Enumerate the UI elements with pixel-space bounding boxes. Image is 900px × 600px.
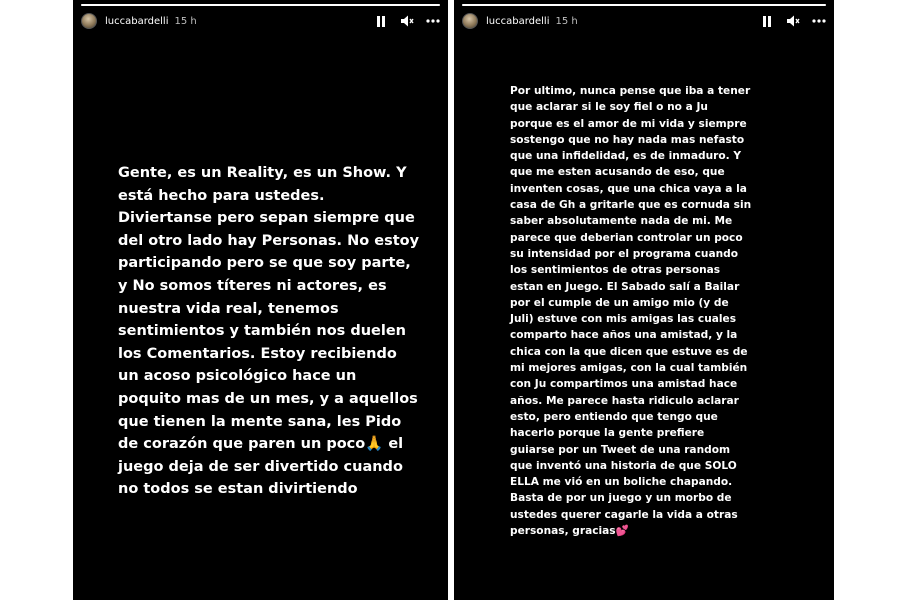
story-controls	[760, 14, 826, 28]
story-text-line: Gente, es un Reality, es un Show. Y	[118, 165, 407, 181]
story-text-line: que aclarar si le soy fiel o no a Ju	[510, 101, 708, 114]
story-text-line: hacerlo porque la gente prefiere	[510, 427, 705, 440]
story-text-line: estan en Juego. El Sabado salí a Bailar	[510, 280, 740, 293]
story-text-line: que una infidelidad, es de inmaduro. Y	[510, 150, 742, 163]
story-text-line: ELLA me vió en un boliche chapando.	[510, 476, 733, 489]
praying-hands-emoji: 🙏	[365, 436, 384, 453]
story-text	[510, 83, 832, 539]
story-text-line: los Comentarios. Estoy recibiendo	[118, 345, 397, 362]
story-text-line: con Ju compartimos una amistad hace	[510, 378, 738, 391]
story-text-line: años. Me parece hasta ridiculo aclarar	[510, 394, 739, 407]
story-text-line: sentimientos y también nos duelen	[118, 323, 407, 340]
story-text-line: comparto hace años una amistad, y la	[510, 329, 738, 342]
story-text-line	[510, 523, 832, 539]
story-text-line: no todos se estan divirtiendo	[118, 481, 358, 498]
avatar[interactable]	[81, 13, 97, 29]
story-text-line: poquito mas de un mes, y a aquellos	[118, 390, 418, 407]
story-text-line: los sentimientos de otras personas	[510, 264, 721, 277]
story-text-line: saber absolutamente nada de mi. Me	[510, 215, 733, 228]
story-text-line: porque es el amor de mi vida y siempre	[510, 117, 747, 130]
story-text-segment: personas, gracias	[510, 525, 616, 538]
story-text-line: inventen cosas, que una chica vaya a la	[510, 182, 747, 195]
username[interactable]: luccabardelli	[105, 15, 169, 27]
story-panel-right[interactable]	[454, 0, 834, 600]
story-text-line: un acoso psicológico hace un	[118, 368, 357, 385]
story-text-line: que me esten acusando de eso, que	[510, 166, 725, 179]
story-text-line: Juli) estuve con mis amigas las cuales	[510, 313, 737, 326]
story-text-line: esto, pero entiendo que tengo que	[510, 410, 718, 423]
story-header	[462, 10, 826, 32]
timestamp: 15 h	[174, 15, 197, 27]
story-controls	[374, 14, 440, 28]
story-text-line: casa de Gh a gritarle que es cornuda sin	[510, 199, 752, 212]
two-hearts-emoji: 💕	[615, 525, 629, 538]
story-text-segment: el	[383, 436, 404, 453]
username[interactable]: luccabardelli	[486, 15, 550, 27]
story-text-line: Diviertanse pero sepan siempre que	[118, 210, 415, 227]
story-text-line: guiarse por un Tweet de una random	[510, 443, 731, 456]
story-text-line: Por ultimo, nunca pense que iba a tener	[510, 85, 751, 97]
story-header	[81, 10, 440, 32]
story-text	[118, 162, 438, 501]
more-options-icon[interactable]	[812, 14, 826, 28]
story-text-line	[118, 433, 438, 456]
avatar[interactable]	[462, 13, 478, 29]
story-progress-fill	[81, 4, 440, 6]
story-text-line: ustedes querer cagarle la vida a otras	[510, 508, 738, 521]
story-text-line: mi mejores amigas, con la cual también	[510, 362, 748, 375]
story-text-segment: de corazón que paren un poco	[118, 436, 366, 453]
story-text-line: parece que deberian controlar un poco	[510, 231, 743, 244]
story-progress-fill	[462, 4, 826, 6]
pause-icon[interactable]	[760, 14, 774, 28]
story-progress-bar	[462, 4, 826, 6]
story-text-line: sostengo que no hay nada mas nefasto	[510, 133, 745, 146]
story-text-line: nuestra vida real, tenemos	[118, 300, 339, 317]
story-text-line: Basta de por un juego y un morbo de	[510, 492, 732, 505]
timestamp: 15 h	[555, 15, 578, 27]
story-text-line: por el cumple de un amigo mio (y de	[510, 296, 729, 309]
more-options-icon[interactable]	[426, 14, 440, 28]
story-text-line: participando pero se que soy parte,	[118, 255, 411, 272]
story-text-line: y No somos títeres ni actores, es	[118, 277, 387, 294]
story-text-line: juego deja de ser divertido cuando	[118, 458, 403, 475]
story-text-line: está hecho para ustedes.	[118, 187, 325, 204]
story-text-line: que tienen la mente sana, les Pido	[118, 413, 402, 430]
story-text-line: chica con la que dicen que estuve es de	[510, 345, 748, 358]
story-progress-bar	[81, 4, 440, 6]
story-text-line: su intensidad por el programa cuando	[510, 247, 739, 260]
pause-icon[interactable]	[374, 14, 388, 28]
story-panel-left[interactable]	[73, 0, 448, 600]
story-text-line: que inventó una historia de que SOLO	[510, 459, 737, 472]
muted-speaker-icon[interactable]	[786, 14, 800, 28]
muted-speaker-icon[interactable]	[400, 14, 414, 28]
story-text-line: del otro lado hay Personas. No estoy	[118, 232, 420, 249]
